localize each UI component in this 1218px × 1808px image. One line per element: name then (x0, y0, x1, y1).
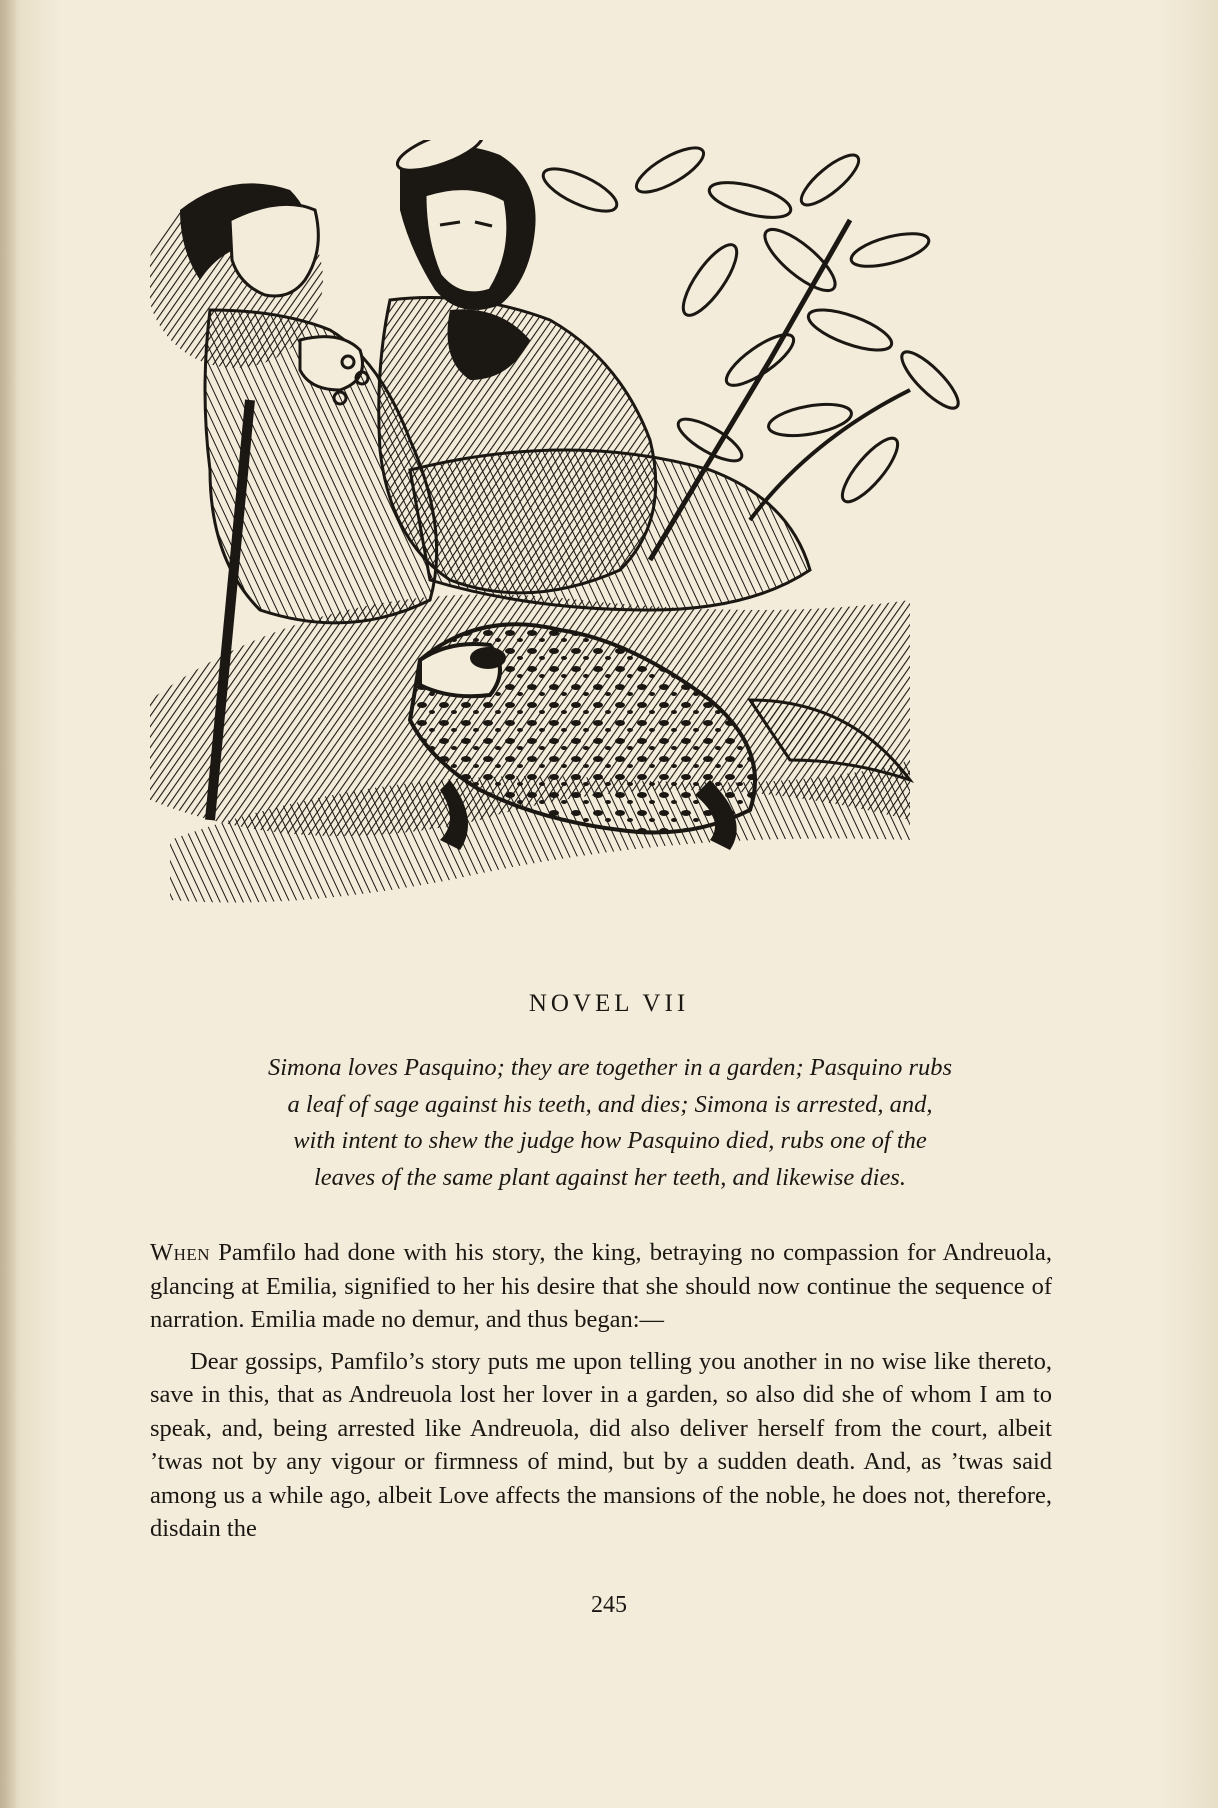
paragraph-2: Dear gossips, Pamfilo’s story puts me upon telling you another in no wise like thereto, save in this, that as Andreuola lost her lover in a garden, so also did she of whom I am to speak, and, being arrested like Andreuola, did also deliver herself from the court, albeit ’twas not by any vigour or firmness of mind, but by a sudden death. And, as ’twas said among us a while ago, albeit Love affects the mansions of the noble, he does not, therefore, disdain the (150, 1347, 1052, 1542)
spine-shadow (0, 0, 18, 1808)
paragraph-lead-word: When (150, 1239, 211, 1266)
summary-line: leaves of the same plant against her teeth, and likewise dies. (314, 1163, 906, 1191)
paragraph-1-text: Pamfilo had done with his story, the king, betraying no compassion for Andreuola, glancing at Emilia, signified to her his desire that she should now continue the sequence of narration. Emilia made no demur, and thus began:— (150, 1239, 1052, 1333)
page-number: 245 (591, 1592, 627, 1618)
summary-line: with intent to shew the judge how Pasquino died, rubs one of the (293, 1127, 927, 1154)
summary-line: Simona loves Pasquino; they are together in a garden; Pasquino rubs (267, 1054, 953, 1081)
novel-heading: NOVEL VII (528, 990, 690, 1017)
novel-summary (150, 1050, 1070, 1196)
summary-line: a leaf of sage against his teeth, and dies; Simona is arrested, and, (287, 1090, 933, 1118)
paragraph-1 (150, 1236, 1052, 1337)
woodcut-illustration (150, 140, 1060, 940)
body-text (150, 1236, 1052, 1546)
